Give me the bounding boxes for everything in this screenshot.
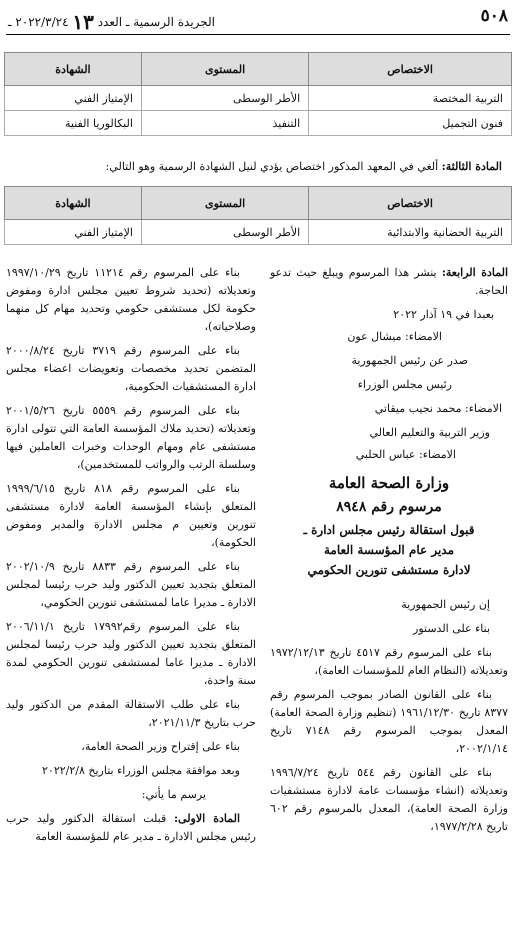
- article-1-label: المادة الاولى:: [173, 812, 240, 825]
- specialties-table-2: [4, 186, 512, 245]
- col-header-specialty: الاختصاص: [309, 187, 512, 220]
- right-column: [270, 264, 508, 842]
- preamble-paragraph: بناء على المرسوم رقم ٤٥١٧ تاريخ ١٩٧٢/١٢/١٣ وتعديلاته (النظام العام للمؤسسات العامة)،: [270, 646, 508, 677]
- preamble-paragraph: بناء على طلب الاستقالة المقدم من الدكتور وليد حرب بتاريخ ٢٠٢١/١١/٣،: [6, 698, 256, 729]
- table-cell: الإمتياز الفني: [5, 86, 142, 111]
- table-cell: التنفيذ: [141, 111, 308, 136]
- article-4-text-cont: تدعو الحاجة.: [270, 266, 508, 297]
- signing-date: بعبدا في ١٩ آذار ٢٠٢٢: [393, 308, 494, 321]
- constitution-line: بناء على الدستور: [413, 622, 490, 635]
- decree-number: مرسوم رقم ٨٩٤٨: [336, 499, 442, 515]
- article-4-label: المادة الرابعة:: [441, 266, 508, 279]
- table-cell: التربية المختصة: [309, 86, 512, 111]
- table-cell: الإمتياز الفني: [5, 220, 142, 245]
- col-header-level: المستوى: [141, 187, 308, 220]
- decree-subject-1: قبول استقالة رئيس مجلس ادارة ـ: [303, 523, 475, 537]
- issued-by: صدر عن رئيس الجمهورية: [351, 354, 468, 367]
- president-line: إن رئيس الجمهورية: [401, 598, 490, 611]
- ministry-heading: وزارة الصحة العامة: [328, 474, 450, 492]
- preamble-paragraph: بناء على القانون رقم ٥٤٤ تاريخ ١٩٩٦/٧/٢٤ وتعديلاته (انشاء مؤسسات عامة لادارة مستشفيات وزارة الصحة العامة)، المعدل بالمرسوم رقم ٦٠٢ تاريخ ١٩٧٧/٢/٢٨،: [270, 766, 508, 833]
- preamble-paragraph: بناء على المرسوم رقم ٣٧١٩ تاريخ ٢٠٠٠/٨/٢٤ المتضمن تحديد مخصصات وتعويضات اعضاء مجلس ادارة المستشفيات الحكومية،: [6, 344, 256, 393]
- page-number: ٥٠٨: [480, 6, 508, 26]
- col-header-level: المستوى: [141, 53, 308, 86]
- col-header-specialty: الاختصاص: [309, 53, 512, 86]
- table-header-row: [5, 53, 512, 86]
- article-3: [6, 158, 502, 176]
- preamble-paragraph: بناء على المرسوم رقم ١١٢١٤ تاريخ ١٩٩٧/١٠/٢٩ وتعديلاته (تحديد شروط تعيين مجلس ادارة ومفوض حكومة لكل مستشفى حكومي وتحديد مهام كل منهما وصلاحياته)،: [6, 266, 256, 333]
- decree-subject-3: لادارة مستشفى تنورين الحكومي: [307, 563, 471, 577]
- gazette-title: [8, 10, 215, 34]
- signature-president: الامضاء: ميشال عون: [347, 330, 442, 343]
- signature-pm: الامضاء: محمد نجيب ميقاتي: [374, 402, 502, 415]
- table-cell: فنون التجميل: [309, 111, 512, 136]
- table-row: [5, 111, 512, 136]
- table-row: [5, 86, 512, 111]
- decree-formula: يرسم ما يأتي:: [141, 788, 206, 801]
- issue-number: ١٣: [72, 10, 94, 34]
- preamble-paragraph: بناء على القانون الصادر بموجب المرسوم رقم ٨٣٧٧ تاريخ ١٩٦١/١٢/٣٠ (تنظيم وزارة الصحة العامة) المعدل بموجب المرسوم رقم ٧١٤٨ تاريخ ٢٠٠٢/١/١٤،: [270, 688, 509, 755]
- signature-minister: الامضاء: عباس الحلبي: [355, 448, 456, 461]
- preamble-paragraph: بناء على المرسوم رقم ٨١٨ تاريخ ١٩٩٩/٦/١٥ المتعلق بإنشاء المؤسسة العامة لادارة مستشفى تنورين وتعيين م مجلس الادارة والمدير ومفوض الحكومة)،: [6, 482, 256, 549]
- decree-subject-2: مدير عام المؤسسة العامة: [323, 543, 455, 557]
- table-row: [5, 220, 512, 245]
- col-header-certificate: الشهادة: [5, 53, 142, 86]
- preamble-paragraph: وبعد موافقة مجلس الوزراء بتاريخ ٢٠٢٢/٢/٨: [42, 764, 240, 777]
- page-header: [6, 4, 510, 35]
- table-cell: الأطر الوسطى: [141, 86, 308, 111]
- article-3-text: ألغي في المعهد المذكور اختصاص يؤدي لنيل الشهادة الرسمية وهو التالي:: [105, 160, 439, 173]
- preamble-paragraph: بناء على المرسوم رقم ٨٨٣٣ تاريخ ٢٠٠٢/١٠/٩ المتعلق بتجديد تعيين الدكتور وليد حرب رئيسا لمجلس الادارة ـ مديرا عاما لمستشفى تنورين الحكومي،: [6, 560, 256, 609]
- left-column: [6, 264, 256, 852]
- article-1: [6, 810, 256, 846]
- table-cell: الأطر الوسطى: [141, 220, 308, 245]
- specialties-table-1: [4, 52, 512, 136]
- article-3-label: المادة الثالثة:: [441, 160, 502, 173]
- article-1-text: قبلت استقالة الدكتور وليد حرب رئيس مجلس الادارة ـ مدير عام للمؤسسة العامة: [6, 812, 256, 843]
- article-4-text: ينشر هذا المرسوم ويبلغ حيث: [296, 266, 437, 279]
- issue-date: ٢٠٢٢/٣/٢٤ ـ: [8, 15, 69, 29]
- gazette-name: الجريدة الرسمية ـ العدد: [97, 15, 216, 29]
- preamble-paragraph: بناء على إقتراح وزير الصحة العامة،: [81, 740, 240, 753]
- preamble-paragraph: بناء على المرسوم رقم ٥٥٥٩ تاريخ ٢٠٠١/٥/٢٦ وتعديلاته (تحديد ملاك المؤسسة العامة التي تتولى ادارة مستشفى عام ومهام الوحدات وخبرات العاملين فيها وسلسلة الرتب والرواتب للمستخدمين)،: [6, 404, 256, 471]
- preamble-paragraph: بناء على المرسوم رقم١٧٩٩٢ تاريخ ٢٠٠٦/١١/١ المتعلق بتجديد تعيين الدكتور وليد حرب رئيسا لمجلس الادارة ـ مديرا عاما لمستشفى تنورين الحكومي لمدة سنة واحدة،: [6, 620, 256, 687]
- table-header-row: [5, 187, 512, 220]
- pm-title: رئيس مجلس الوزراء: [357, 378, 452, 391]
- table-cell: البكالوريا الفنية: [5, 111, 142, 136]
- minister-title: وزير التربية والتعليم العالي: [369, 426, 490, 439]
- article-4: [270, 264, 508, 300]
- table-cell: التربية الحضانية والابتدائية: [309, 220, 512, 245]
- col-header-certificate: الشهادة: [5, 187, 142, 220]
